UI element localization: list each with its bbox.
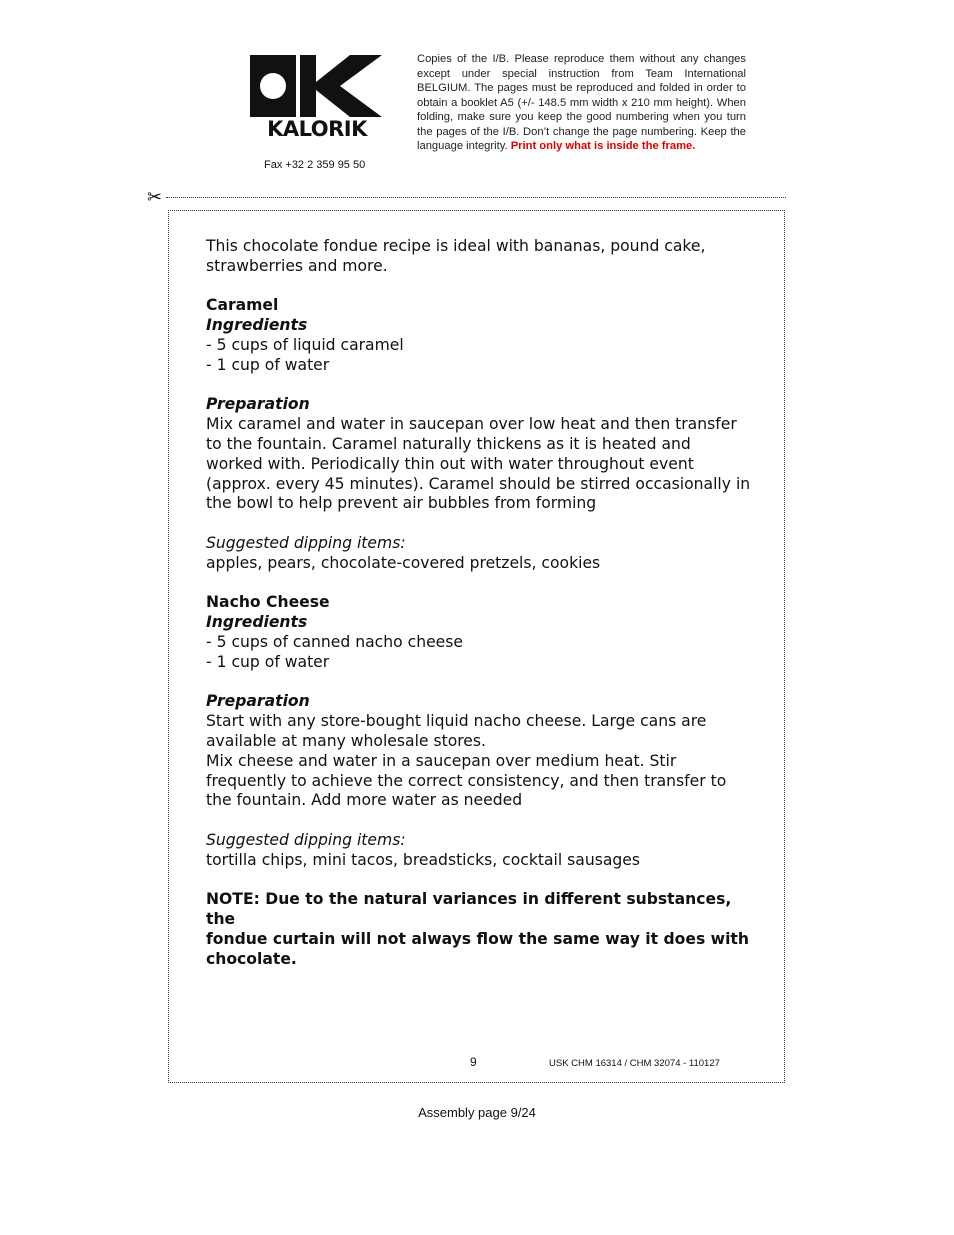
ingredient-item: - 1 cup of water bbox=[206, 652, 330, 671]
preparation-line: to the fountain. Caramel naturally thickens as it is heated and bbox=[206, 434, 691, 453]
caramel-dipping-items: apples, pears, chocolate-covered pretzels, cookies bbox=[206, 553, 601, 572]
nacho-title: Nacho Cheese bbox=[206, 593, 330, 612]
document-reference: USK CHM 16314 / CHM 32074 - 110127 bbox=[549, 1058, 720, 1069]
preparation-line: the bowl to help prevent air bubbles from forming bbox=[206, 494, 597, 513]
nacho-dipping-items: tortilla chips, mini tacos, breadsticks, cocktail sausages bbox=[206, 850, 641, 869]
assembly-page: Assembly page 9/24 bbox=[418, 1105, 536, 1120]
notice-text: Copies of the I/B. Please reproduce them without any changes except under special instruction from Team International BELGIUM. The pages must be reproduced and folded in order to obtain a booklet A5 (+/- 148.5 mm width x 210 mm height). When folding, make sure you keep the good numbering when you turn the pages of the I/B. Don’t change the page numbering. Keep the language integrity. bbox=[417, 53, 746, 152]
intro-line: strawberries and more. bbox=[206, 256, 388, 275]
reproduction-notice bbox=[417, 52, 746, 154]
preparation-line: available at many wholesale stores. bbox=[206, 731, 486, 750]
caramel-title: Caramel bbox=[206, 296, 279, 315]
cut-line bbox=[166, 197, 786, 198]
preparation-line: frequently to achieve the correct consistency, and then transfer to bbox=[206, 771, 727, 790]
notice-warning: Print only what is inside the frame. bbox=[510, 140, 696, 152]
brand-name: KALORIK bbox=[267, 117, 367, 141]
intro-line: This chocolate fondue recipe is ideal with bananas, pound cake, bbox=[206, 237, 706, 255]
page-number: 9 bbox=[470, 1055, 477, 1069]
nacho-preparation-heading: Preparation bbox=[206, 692, 310, 711]
fax-number: Fax +32 2 359 95 50 bbox=[264, 159, 366, 171]
note-line: chocolate. bbox=[206, 949, 297, 968]
ingredient-item: - 1 cup of water bbox=[206, 355, 330, 374]
note-line: fondue curtain will not always flow the same way it does with bbox=[206, 929, 749, 948]
logo-mark-icon bbox=[250, 55, 382, 117]
note-line: NOTE: Due to the natural variances in different substances, the bbox=[206, 890, 732, 929]
preparation-line: (approx. every 45 minutes). Caramel should be stirred occasionally in bbox=[206, 474, 751, 493]
caramel-ingredients-heading: Ingredients bbox=[206, 316, 308, 335]
preparation-line: Mix cheese and water in a saucepan over medium heat. Stir bbox=[206, 751, 677, 770]
recipe-content bbox=[206, 237, 756, 969]
caramel-dipping-heading: Suggested dipping items: bbox=[206, 533, 406, 552]
ingredient-item: - 5 cups of canned nacho cheese bbox=[206, 632, 463, 651]
preparation-line: Start with any store-bought liquid nacho cheese. Large cans are bbox=[206, 712, 707, 731]
ingredient-item: - 5 cups of liquid caramel bbox=[206, 335, 404, 354]
preparation-line: worked with. Periodically thin out with water throughout event bbox=[206, 454, 694, 473]
nacho-dipping-heading: Suggested dipping items: bbox=[206, 830, 406, 849]
nacho-ingredients-heading: Ingredients bbox=[206, 613, 308, 632]
preparation-line: the fountain. Add more water as needed bbox=[206, 791, 523, 810]
kalorik-logo bbox=[250, 55, 384, 141]
caramel-preparation-heading: Preparation bbox=[206, 395, 310, 414]
preparation-line: Mix caramel and water in saucepan over low heat and then transfer bbox=[206, 415, 737, 434]
scissors-icon: ✂ bbox=[147, 187, 163, 208]
